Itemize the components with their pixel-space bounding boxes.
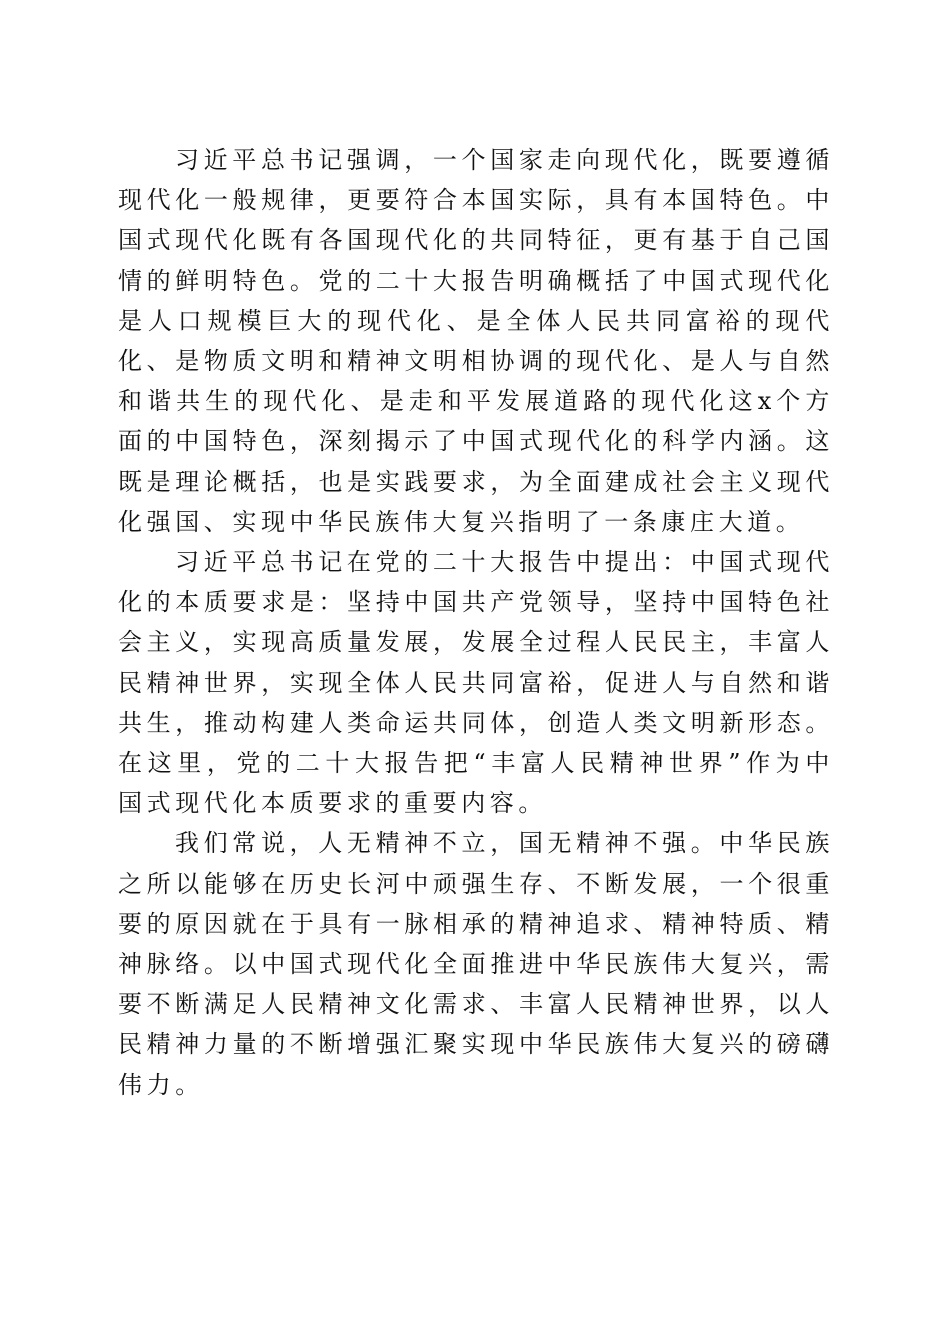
paragraph-3: 我们常说，人无精神不立，国无精神不强。中华民族之所以能够在历史长河中顽强生存、不断发展，一个很重要的原因就在于具有一脉相承的精神追求、精神特质、精神脉络。以中国式现代化全面推进中华民族伟大复兴，需要不断满足人民精神文化需求、丰富人民精神世界，以人民精神力量的不断增强汇聚实现中华民族伟大复兴的磅礴伟力。 [118, 829, 834, 1099]
paragraph-1: 习近平总书记强调，一个国家走向现代化，既要遵循现代化一般规律，更要符合本国实际，具有本国特色。中国式现代化既有各国现代化的共同特征，更有基于自己国情的鲜明特色。党的二十大报告明确概括了中国式现代化是人口规模巨大的现代化、是全体人民共同富裕的现代化、是物质文明和精神文明相协调的现代化、是人与自然和谐共生的现代化、是走和平发展道路的现代化这x个方面的中国特色，深刻揭示了中国式现代化的科学内涵。这既是理论概括，也是实践要求，为全面建成社会主义现代化强国、实现中华民族伟大复兴指明了一条康庄大道。 [118, 146, 834, 536]
paragraph-2: 习近平总书记在党的二十大报告中提出：中国式现代化的本质要求是：坚持中国共产党领导，坚持中国特色社会主义，实现高质量发展，发展全过程人民民主，丰富人民精神世界，实现全体人民共同富裕，促进人与自然和谐共生，推动构建人类命运共同体，创造人类文明新形态。在这里，党的二十大报告把“丰富人民精神世界”作为中国式现代化本质要求的重要内容。 [118, 548, 834, 818]
document-body [118, 140, 834, 1105]
